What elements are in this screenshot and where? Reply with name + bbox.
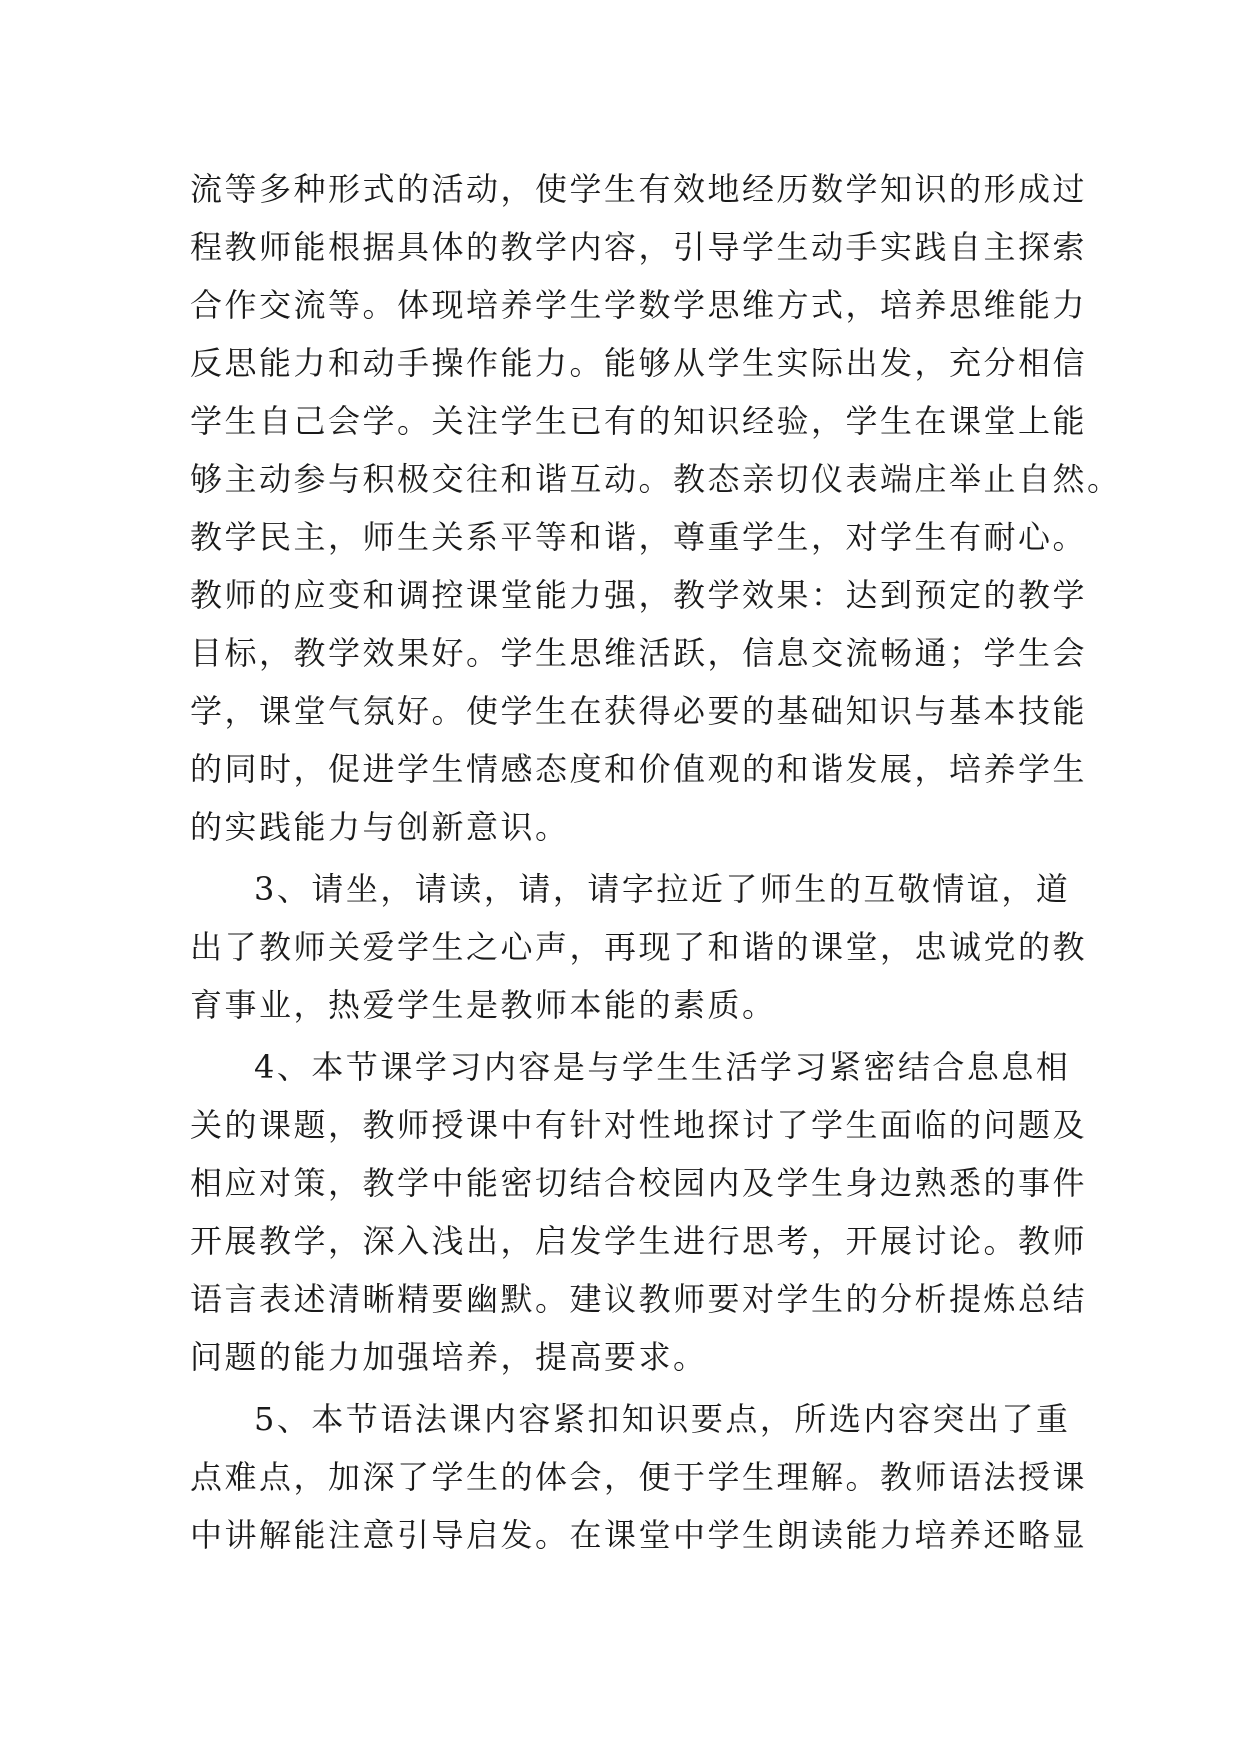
text-line: 3、请坐，请读，请，请字拉近了师生的互敬情谊，道 <box>254 870 1071 908</box>
paragraph-continued <box>190 160 1122 856</box>
text-line: 反思能力和动手操作能力。能够从学生实际出发，充分相信 <box>190 344 1088 382</box>
text-line: 出了教师关爱学生之心声，再现了和谐的课堂，忠诚党的教 <box>190 928 1088 966</box>
paragraph-4 <box>190 1038 1090 1386</box>
paragraph-3 <box>190 860 1090 1034</box>
text-line: 育事业，热爱学生是教师本能的素质。 <box>190 986 777 1024</box>
text-line: 够主动参与积极交往和谐互动。教态亲切仪表端庄举止自然。 <box>190 460 1122 498</box>
text-line: 语言表述清晰精要幽默。建议教师要对学生的分析提炼总结 <box>190 1280 1088 1318</box>
text-line: 流等多种形式的活动，使学生有效地经历数学知识的形成过 <box>190 170 1088 208</box>
text-line: 开展教学，深入浅出，启发学生进行思考，开展讨论。教师 <box>190 1222 1088 1260</box>
text-line: 学，课堂气氛好。使学生在获得必要的基础知识与基本技能 <box>190 692 1088 730</box>
text-line: 问题的能力加强培养，提高要求。 <box>190 1338 708 1376</box>
text-line: 的同时，促进学生情感态度和价值观的和谐发展，培养学生 <box>190 750 1088 788</box>
text-line: 合作交流等。体现培养学生学数学思维方式，培养思维能力 <box>190 286 1088 324</box>
text-line: 5、本节语法课内容紧扣知识要点，所选内容突出了重 <box>254 1400 1071 1438</box>
document-body <box>190 160 1122 1564</box>
text-line: 4、本节课学习内容是与学生生活学习紧密结合息息相 <box>254 1048 1071 1086</box>
text-line: 教学民主，师生关系平等和谐，尊重学生，对学生有耐心。 <box>190 518 1088 556</box>
text-line: 点难点，加深了学生的体会，便于学生理解。教师语法授课 <box>190 1458 1088 1496</box>
text-line: 相应对策，教学中能密切结合校园内及学生身边熟悉的事件 <box>190 1164 1088 1202</box>
text-line: 目标，教学效果好。学生思维活跃，信息交流畅通；学生会 <box>190 634 1088 672</box>
text-line: 程教师能根据具体的教学内容，引导学生动手实践自主探索 <box>190 228 1088 266</box>
text-line: 教师的应变和调控课堂能力强，教学效果：达到预定的教学 <box>190 576 1088 614</box>
text-line: 中讲解能注意引导启发。在课堂中学生朗读能力培养还略显 <box>190 1516 1088 1554</box>
text-line: 的实践能力与创新意识。 <box>190 808 570 846</box>
text-line: 学生自己会学。关注学生已有的知识经验，学生在课堂上能 <box>190 402 1088 440</box>
paragraph-5 <box>190 1390 1090 1564</box>
text-line: 关的课题，教师授课中有针对性地探讨了学生面临的问题及 <box>190 1106 1088 1144</box>
